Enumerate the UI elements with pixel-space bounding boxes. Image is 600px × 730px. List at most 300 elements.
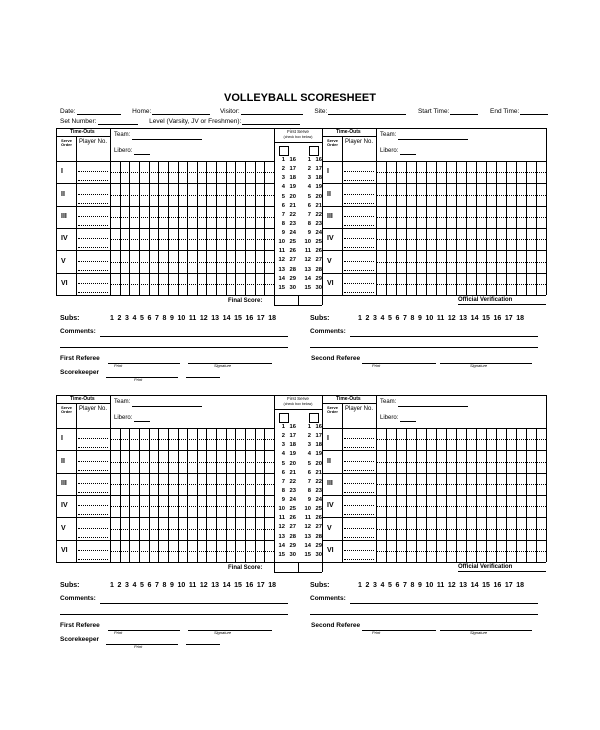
sub-number[interactable]: 7 — [155, 582, 159, 589]
timeouts-bottom — [322, 403, 376, 404]
point-number[interactable]: 5 — [307, 193, 311, 200]
point-number[interactable]: 16 — [315, 424, 322, 430]
point-number[interactable]: 12 — [304, 257, 311, 264]
point-number[interactable]: 26 — [289, 248, 296, 255]
point-number[interactable]: 11 — [278, 248, 285, 255]
player-number-field[interactable] — [344, 470, 374, 471]
player-number-field[interactable] — [78, 216, 108, 217]
sub-number[interactable]: 16 — [493, 582, 502, 589]
sub-number[interactable]: 8 — [162, 315, 167, 322]
rotation-label-right-1: I — [327, 168, 329, 176]
sub-number[interactable]: 13 — [459, 582, 468, 589]
point-number[interactable]: 2 — [281, 166, 285, 173]
first-serve-checkbox-left[interactable] — [279, 413, 289, 423]
sub-number[interactable]: 12 — [447, 582, 456, 589]
point-number[interactable]: 28 — [315, 266, 322, 273]
player-number-field[interactable] — [344, 203, 374, 204]
point-number[interactable]: 3 — [307, 175, 311, 182]
point-number[interactable]: 13 — [304, 266, 311, 273]
point-number[interactable]: 7 — [307, 478, 311, 485]
point-number[interactable]: 7 — [281, 478, 285, 485]
rotation-label-left-2: II — [61, 190, 65, 198]
scorekeeper-signature-field — [186, 377, 220, 378]
point-number[interactable]: 16 — [289, 157, 296, 163]
point-number[interactable]: 18 — [289, 442, 296, 449]
sub-number[interactable]: 16 — [493, 315, 502, 322]
point-number[interactable]: 24 — [289, 497, 296, 504]
rotation-row-top — [56, 161, 274, 162]
date-field[interactable] — [77, 114, 121, 115]
point-number[interactable]: 14 — [304, 542, 311, 549]
point-number[interactable]: 14 — [304, 275, 311, 282]
score-row-dots — [110, 529, 274, 530]
point-number[interactable]: 20 — [315, 193, 322, 200]
point-number[interactable]: 3 — [307, 442, 311, 449]
score-cell-line — [406, 161, 407, 295]
point-number[interactable]: 23 — [289, 220, 296, 227]
first-serve-checkbox-right[interactable] — [309, 146, 319, 156]
point-number[interactable]: 11 — [304, 515, 311, 522]
player-number-field[interactable] — [344, 447, 374, 448]
sub-number[interactable]: 16 — [245, 315, 254, 322]
sub-number[interactable]: 17 — [256, 582, 265, 589]
player-number-field[interactable] — [344, 171, 374, 172]
point-number[interactable]: 17 — [289, 166, 296, 173]
point-number[interactable]: 2 — [307, 166, 311, 173]
sub-number[interactable]: 2 — [365, 582, 370, 589]
point-number[interactable]: 29 — [315, 542, 322, 549]
score-row-dots — [376, 172, 546, 173]
point-number[interactable]: 3 — [281, 442, 285, 449]
sub-number[interactable]: 3 — [125, 315, 129, 322]
point-number[interactable]: 22 — [289, 211, 296, 218]
player-number-field[interactable] — [78, 447, 108, 448]
set-number-field[interactable] — [98, 124, 138, 125]
player-number-field[interactable] — [78, 283, 108, 284]
sub-number[interactable]: 17 — [504, 315, 513, 322]
score-cell-line — [139, 161, 140, 295]
sub-number[interactable]: 13 — [211, 315, 220, 322]
visitor-field[interactable] — [241, 114, 303, 115]
score-cell-line — [496, 428, 497, 562]
point-number[interactable]: 13 — [304, 533, 311, 540]
point-number[interactable]: 8 — [281, 487, 285, 494]
player-number-field[interactable] — [344, 559, 374, 560]
point-number[interactable]: 6 — [307, 202, 311, 209]
point-number[interactable]: 30 — [315, 284, 322, 291]
sub-number[interactable]: 7 — [403, 582, 407, 589]
sub-number[interactable]: 17 — [504, 582, 513, 589]
point-number[interactable]: 9 — [281, 230, 285, 237]
sub-number[interactable]: 5 — [140, 582, 144, 589]
point-number[interactable]: 30 — [289, 551, 296, 558]
score-cell-line — [446, 428, 447, 562]
player-number-field[interactable] — [344, 514, 374, 515]
sub-number[interactable]: 11 — [436, 315, 445, 322]
sub-number[interactable]: 5 — [388, 315, 392, 322]
sub-number[interactable]: 9 — [170, 315, 174, 322]
level-label: Level (Varsity, JV or Freshmen): — [149, 118, 242, 125]
point-number[interactable]: 13 — [278, 266, 285, 273]
sub-number[interactable]: 18 — [516, 315, 525, 322]
point-number[interactable]: 5 — [307, 460, 311, 467]
point-number[interactable]: 19 — [315, 184, 322, 191]
home-field[interactable] — [152, 114, 210, 115]
point-number[interactable]: 29 — [315, 275, 322, 282]
point-number[interactable]: 10 — [278, 506, 285, 513]
point-number[interactable]: 21 — [315, 469, 322, 476]
sub-number[interactable]: 8 — [410, 315, 415, 322]
player-number-field[interactable] — [78, 270, 108, 271]
score-cell-line — [456, 428, 457, 562]
sub-number[interactable]: 4 — [132, 582, 137, 589]
first-serve-checkbox-left[interactable] — [279, 146, 289, 156]
player-number-field[interactable] — [78, 537, 108, 538]
point-number[interactable]: 26 — [315, 248, 322, 255]
player-number-field[interactable] — [344, 438, 374, 439]
point-number[interactable]: 21 — [289, 202, 296, 209]
point-number[interactable]: 17 — [315, 433, 322, 440]
point-number[interactable]: 14 — [278, 542, 285, 549]
player-number-field[interactable] — [78, 203, 108, 204]
point-number[interactable]: 30 — [289, 284, 296, 291]
point-number[interactable]: 24 — [315, 497, 322, 504]
point-number[interactable]: 3 — [281, 175, 285, 182]
sub-number[interactable]: 15 — [234, 582, 242, 589]
point-number[interactable]: 11 — [304, 248, 311, 255]
sub-number[interactable]: 18 — [268, 582, 277, 589]
point-number[interactable]: 4 — [307, 184, 311, 191]
player-number-field[interactable] — [78, 247, 108, 248]
point-number[interactable]: 26 — [289, 515, 296, 522]
sub-number[interactable]: 15 — [482, 315, 490, 322]
point-number[interactable]: 10 — [304, 506, 311, 513]
score-row-dots — [110, 262, 274, 263]
point-number[interactable]: 11 — [278, 515, 285, 522]
point-number[interactable]: 15 — [278, 551, 285, 558]
sub-number[interactable]: 4 — [380, 582, 385, 589]
point-number[interactable]: 23 — [289, 487, 296, 494]
point-number[interactable]: 28 — [289, 266, 296, 273]
player-number-field[interactable] — [344, 528, 374, 529]
point-number[interactable]: 24 — [315, 230, 322, 237]
rotation-label-right-6: VI — [327, 546, 334, 554]
point-number[interactable]: 22 — [315, 211, 322, 218]
sub-number[interactable]: 8 — [162, 582, 167, 589]
sub-number[interactable]: 6 — [147, 582, 152, 589]
point-number[interactable]: 1 — [281, 424, 285, 430]
point-number[interactable]: 18 — [315, 442, 322, 449]
point-number[interactable]: 26 — [315, 515, 322, 522]
sub-number[interactable]: 9 — [418, 582, 422, 589]
player-number-field[interactable] — [344, 461, 374, 462]
sub-number[interactable]: 14 — [470, 315, 479, 322]
point-number[interactable]: 17 — [289, 433, 296, 440]
score-row-dots — [110, 506, 274, 507]
point-number[interactable]: 27 — [315, 524, 322, 531]
player-number-field[interactable] — [344, 225, 374, 226]
point-number[interactable]: 23 — [315, 487, 322, 494]
sub-number[interactable]: 6 — [395, 315, 400, 322]
player-number-field[interactable] — [344, 261, 374, 262]
first-serve-bottom — [274, 142, 322, 143]
rotation-row-top — [56, 250, 274, 251]
player-number-field[interactable] — [344, 292, 374, 293]
sub-number[interactable]: 10 — [425, 315, 434, 322]
point-number[interactable]: 28 — [289, 533, 296, 540]
point-number[interactable]: 5 — [281, 460, 285, 467]
player-number-field[interactable] — [78, 292, 108, 293]
sub-number[interactable]: 7 — [403, 315, 407, 322]
player-number-field[interactable] — [78, 470, 108, 471]
sub-number[interactable]: 6 — [395, 582, 400, 589]
site-field[interactable] — [328, 114, 406, 115]
point-number[interactable]: 23 — [315, 220, 322, 227]
sub-number[interactable]: 12 — [199, 582, 208, 589]
point-number[interactable]: 21 — [289, 469, 296, 476]
point-number[interactable]: 4 — [281, 451, 285, 458]
block-border-left — [56, 395, 57, 562]
player-number-field[interactable] — [344, 283, 374, 284]
point-number[interactable]: 25 — [289, 506, 296, 513]
sub-number[interactable]: 16 — [245, 582, 254, 589]
end-time-label: End Time: — [490, 108, 520, 115]
sub-number[interactable]: 5 — [388, 582, 392, 589]
point-number[interactable]: 22 — [289, 478, 296, 485]
sub-number[interactable]: 15 — [234, 315, 242, 322]
comments-field-left — [100, 336, 288, 337]
point-number[interactable]: 27 — [289, 257, 296, 264]
sub-number[interactable]: 6 — [147, 315, 152, 322]
point-number[interactable]: 29 — [289, 275, 296, 282]
timeouts-right — [376, 395, 377, 428]
point-number[interactable]: 6 — [281, 202, 285, 209]
player-number-field[interactable] — [344, 247, 374, 248]
sub-number[interactable]: 3 — [373, 315, 377, 322]
score-cell-line — [168, 428, 169, 562]
sub-number[interactable]: 1 — [110, 315, 114, 322]
player-number-field[interactable] — [78, 505, 108, 506]
point-number[interactable]: 15 — [304, 284, 311, 291]
player-number-field[interactable] — [78, 492, 108, 493]
player-number-field[interactable] — [78, 514, 108, 515]
point-number[interactable]: 13 — [278, 533, 285, 540]
point-number[interactable]: 7 — [281, 211, 285, 218]
sub-number[interactable]: 10 — [177, 582, 186, 589]
sub-number[interactable]: 1 — [358, 315, 362, 322]
sub-number[interactable]: 5 — [140, 315, 144, 322]
rotation-label-right-2: II — [327, 457, 331, 465]
point-number[interactable]: 16 — [289, 424, 296, 430]
sub-number[interactable]: 1 — [358, 582, 362, 589]
player-number-field[interactable] — [78, 483, 108, 484]
point-number[interactable]: 2 — [307, 433, 311, 440]
sub-number[interactable]: 12 — [447, 315, 456, 322]
player-number-field[interactable] — [78, 528, 108, 529]
sub-number[interactable]: 13 — [459, 315, 468, 322]
point-number[interactable]: 10 — [278, 239, 285, 246]
point-number[interactable]: 24 — [289, 230, 296, 237]
point-number[interactable]: 8 — [281, 220, 285, 227]
point-number[interactable]: 30 — [315, 551, 322, 558]
point-number[interactable]: 12 — [278, 257, 285, 264]
point-number[interactable]: 9 — [307, 230, 311, 237]
point-number[interactable]: 9 — [281, 497, 285, 504]
point-number[interactable]: 6 — [281, 469, 285, 476]
score-cell-line — [546, 428, 547, 562]
sub-number[interactable]: 8 — [410, 582, 415, 589]
sub-number[interactable]: 7 — [155, 315, 159, 322]
sub-number[interactable]: 14 — [222, 315, 231, 322]
score-cell-line — [139, 428, 140, 562]
sub-number[interactable]: 9 — [170, 582, 174, 589]
sub-number[interactable]: 10 — [425, 582, 434, 589]
rotation-label-left-3: III — [61, 212, 67, 220]
end-time-field[interactable] — [520, 114, 548, 115]
player-number-field[interactable] — [344, 537, 374, 538]
block-border-left — [56, 128, 57, 295]
sub-number[interactable]: 17 — [256, 315, 265, 322]
sub-number[interactable]: 12 — [199, 315, 208, 322]
start-time-field[interactable] — [450, 114, 478, 115]
sub-number[interactable]: 11 — [436, 582, 445, 589]
signature-label: Signature — [214, 630, 232, 635]
sub-number[interactable]: 3 — [373, 582, 377, 589]
sub-number[interactable]: 18 — [516, 582, 525, 589]
point-number[interactable]: 4 — [281, 184, 285, 191]
point-number[interactable]: 28 — [315, 533, 322, 540]
sub-number[interactable]: 9 — [418, 315, 422, 322]
rotation-row-top — [322, 473, 546, 474]
point-number[interactable]: 1 — [307, 424, 311, 430]
point-number[interactable]: 5 — [281, 193, 285, 200]
timeouts-bottom — [56, 136, 110, 137]
point-number[interactable]: 19 — [289, 184, 296, 191]
comments-label-right: Comments: — [310, 328, 346, 335]
sub-number[interactable]: 1 — [110, 582, 114, 589]
player-number-field[interactable] — [78, 194, 108, 195]
player-number-field[interactable] — [344, 483, 374, 484]
sub-number[interactable]: 18 — [268, 315, 277, 322]
sub-number[interactable]: 2 — [365, 315, 370, 322]
rotation-row-top — [322, 273, 546, 274]
rotation-row-top — [56, 428, 274, 429]
level-field[interactable] — [242, 124, 300, 125]
point-number[interactable]: 1 — [281, 157, 285, 163]
point-number[interactable]: 25 — [289, 239, 296, 246]
score-cell-line — [486, 161, 487, 295]
point-number[interactable]: 27 — [315, 257, 322, 264]
score-row-dots — [376, 551, 546, 552]
point-number[interactable]: 2 — [281, 433, 285, 440]
sub-number[interactable]: 14 — [470, 582, 479, 589]
player-number-field[interactable] — [78, 559, 108, 560]
point-number[interactable]: 9 — [307, 497, 311, 504]
player-number-field[interactable] — [78, 238, 108, 239]
score-cell-line — [187, 161, 188, 295]
sub-number[interactable]: 2 — [117, 582, 122, 589]
point-number[interactable]: 10 — [304, 239, 311, 246]
point-number[interactable]: 20 — [289, 460, 296, 467]
player-number-field[interactable] — [78, 461, 108, 462]
player-number-field[interactable] — [344, 550, 374, 551]
player-number-field[interactable] — [344, 238, 374, 239]
check-box-label: (check box below) — [283, 402, 313, 406]
point-number[interactable]: 18 — [315, 175, 322, 182]
first-serve-checkbox-right[interactable] — [309, 413, 319, 423]
sub-number[interactable]: 15 — [482, 582, 490, 589]
point-number[interactable]: 18 — [289, 175, 296, 182]
sub-number[interactable]: 2 — [117, 315, 122, 322]
player-number-field[interactable] — [344, 180, 374, 181]
player-number-field[interactable] — [78, 550, 108, 551]
point-number[interactable]: 19 — [315, 451, 322, 458]
score-cell-line — [436, 161, 437, 295]
score-row-dots — [376, 506, 546, 507]
player-number-field[interactable] — [78, 180, 108, 181]
point-number[interactable]: 25 — [315, 506, 322, 513]
point-number[interactable]: 19 — [289, 451, 296, 458]
player-number-field[interactable] — [344, 492, 374, 493]
point-number[interactable]: 6 — [307, 469, 311, 476]
timeouts-right — [376, 128, 377, 161]
sub-number[interactable]: 10 — [177, 315, 186, 322]
point-number[interactable]: 25 — [315, 239, 322, 246]
sub-number[interactable]: 4 — [132, 315, 137, 322]
sub-number[interactable]: 4 — [380, 315, 385, 322]
rotation-row-top — [56, 273, 274, 274]
timeouts-label-left: Time-Outs — [70, 128, 95, 135]
point-number[interactable]: 8 — [307, 220, 311, 227]
sub-number[interactable]: 11 — [188, 582, 197, 589]
point-number[interactable]: 22 — [315, 478, 322, 485]
point-number[interactable]: 16 — [315, 157, 322, 163]
sub-number[interactable]: 3 — [125, 582, 129, 589]
point-number[interactable]: 8 — [307, 487, 311, 494]
point-number[interactable]: 1 — [307, 157, 311, 163]
point-number[interactable]: 20 — [315, 460, 322, 467]
point-number[interactable]: 14 — [278, 275, 285, 282]
sub-number[interactable]: 14 — [222, 582, 231, 589]
player-number-field[interactable] — [344, 216, 374, 217]
sub-number[interactable]: 11 — [188, 315, 197, 322]
point-number[interactable]: 27 — [289, 524, 296, 531]
player-number-field[interactable] — [78, 438, 108, 439]
comments-label-left: Comments: — [60, 328, 96, 335]
block-border-bottom — [56, 295, 546, 296]
point-number[interactable]: 12 — [278, 524, 285, 531]
player-number-field[interactable] — [78, 225, 108, 226]
point-number[interactable]: 15 — [278, 284, 285, 291]
point-number[interactable]: 12 — [304, 524, 311, 531]
rotation-row-top — [322, 428, 546, 429]
player-number-field[interactable] — [344, 505, 374, 506]
point-number[interactable]: 20 — [289, 193, 296, 200]
point-number[interactable]: 15 — [304, 551, 311, 558]
point-number[interactable]: 7 — [307, 211, 311, 218]
point-number[interactable]: 21 — [315, 202, 322, 209]
serve-order-label-left: Serve Order — [61, 405, 72, 415]
point-number[interactable]: 29 — [289, 542, 296, 549]
point-number[interactable]: 17 — [315, 166, 322, 173]
date-label: Date: — [60, 108, 76, 115]
sub-number[interactable]: 13 — [211, 582, 220, 589]
player-number-field[interactable] — [78, 171, 108, 172]
player-number-field[interactable] — [78, 261, 108, 262]
point-number[interactable]: 4 — [307, 451, 311, 458]
player-number-field[interactable] — [344, 270, 374, 271]
player-number-field[interactable] — [344, 194, 374, 195]
